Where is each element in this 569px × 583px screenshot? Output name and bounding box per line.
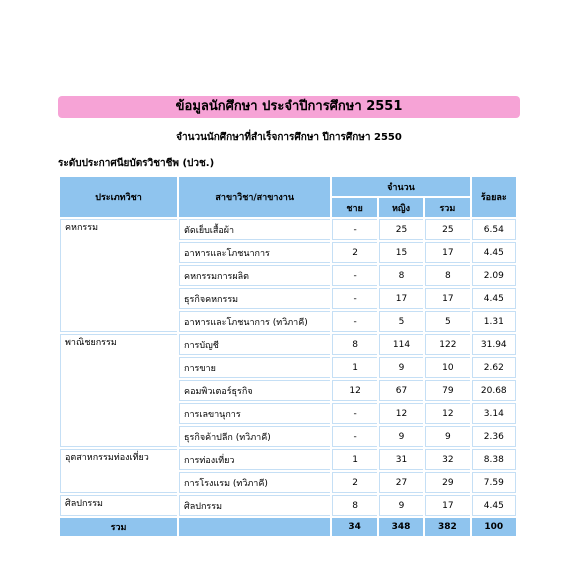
header-count: จำนวน <box>332 177 469 196</box>
total-count-cell: 12 <box>425 403 469 424</box>
male-count-cell: - <box>332 311 376 332</box>
male-count-cell: 1 <box>332 357 376 378</box>
male-count-cell: 2 <box>332 242 376 263</box>
total-count-cell: 32 <box>425 449 469 470</box>
female-count-cell: 9 <box>379 357 423 378</box>
header-major: สาขาวิชา/สาขางาน <box>179 177 330 217</box>
percent-cell: 2.09 <box>472 265 516 286</box>
major-cell: ตัดเย็บเสื้อผ้า <box>179 219 330 240</box>
major-cell: อาหารและโภชนาการ (ทวิภาคี) <box>179 311 330 332</box>
program-type-cell: อุตสาหกรรมท่องเที่ยว <box>60 449 177 493</box>
female-count-cell: 5 <box>379 311 423 332</box>
major-cell: ธุรกิจคหกรรม <box>179 288 330 309</box>
male-count-cell: 8 <box>332 495 376 516</box>
header-total: รวม <box>425 198 469 217</box>
page-title-banner <box>58 96 520 118</box>
program-type-cell: ศิลปกรรม <box>60 495 177 516</box>
program-type-cell: พาณิชยกรรม <box>60 334 177 447</box>
female-count-cell: 9 <box>379 495 423 516</box>
female-count-cell: 114 <box>379 334 423 355</box>
female-count-cell: 9 <box>379 426 423 447</box>
total-count-cell: 17 <box>425 288 469 309</box>
percent-cell: 8.38 <box>472 449 516 470</box>
total-female: 348 <box>379 518 423 536</box>
major-cell: คหกรรมการผลิต <box>179 265 330 286</box>
male-count-cell: - <box>332 426 376 447</box>
total-count-cell: 17 <box>425 242 469 263</box>
percent-cell: 4.45 <box>472 495 516 516</box>
total-sum: 382 <box>425 518 469 536</box>
female-count-cell: 12 <box>379 403 423 424</box>
major-cell: คอมพิวเตอร์ธุรกิจ <box>179 380 330 401</box>
section-title: ระดับประกาศนียบัตรวิชาชีพ (ปวช.) <box>58 158 215 169</box>
major-cell: ศิลปกรรม <box>179 495 330 516</box>
percent-cell: 4.45 <box>472 242 516 263</box>
total-count-cell: 122 <box>425 334 469 355</box>
female-count-cell: 31 <box>379 449 423 470</box>
total-count-cell: 79 <box>425 380 469 401</box>
graduates-table <box>58 175 518 538</box>
table-row <box>60 449 516 470</box>
total-count-cell: 10 <box>425 357 469 378</box>
male-count-cell: - <box>332 403 376 424</box>
major-cell: การโรงแรม (ทวิภาคี) <box>179 472 330 493</box>
female-count-cell: 17 <box>379 288 423 309</box>
percent-cell: 7.59 <box>472 472 516 493</box>
male-count-cell: - <box>332 219 376 240</box>
percent-cell: 4.45 <box>472 288 516 309</box>
total-male: 34 <box>332 518 376 536</box>
female-count-cell: 25 <box>379 219 423 240</box>
male-count-cell: 8 <box>332 334 376 355</box>
table-body <box>60 219 516 516</box>
table-row <box>60 219 516 240</box>
total-count-cell: 5 <box>425 311 469 332</box>
male-count-cell: 1 <box>332 449 376 470</box>
total-count-cell: 25 <box>425 219 469 240</box>
total-count-cell: 8 <box>425 265 469 286</box>
header-type: ประเภทวิชา <box>60 177 177 217</box>
total-count-cell: 17 <box>425 495 469 516</box>
table-row <box>60 495 516 516</box>
male-count-cell: - <box>332 288 376 309</box>
total-spacer <box>179 518 330 536</box>
header-female: หญิง <box>379 198 423 217</box>
female-count-cell: 15 <box>379 242 423 263</box>
total-percent: 100 <box>472 518 516 536</box>
male-count-cell: - <box>332 265 376 286</box>
total-row <box>60 518 516 536</box>
percent-cell: 2.36 <box>472 426 516 447</box>
major-cell: ธุรกิจค้าปลีก (ทวิภาคี) <box>179 426 330 447</box>
total-count-cell: 29 <box>425 472 469 493</box>
major-cell: การขาย <box>179 357 330 378</box>
percent-cell: 6.54 <box>472 219 516 240</box>
major-cell: การเลขานุการ <box>179 403 330 424</box>
percent-cell: 31.94 <box>472 334 516 355</box>
table-row <box>60 334 516 355</box>
page-title: ข้อมูลนักศึกษา ประจำปีการศึกษา 2551 <box>175 99 403 114</box>
total-label: รวม <box>60 518 177 536</box>
percent-cell: 3.14 <box>472 403 516 424</box>
program-type-cell: คหกรรม <box>60 219 177 332</box>
major-cell: อาหารและโภชนาการ <box>179 242 330 263</box>
percent-cell: 20.68 <box>472 380 516 401</box>
header-percent: ร้อยละ <box>472 177 516 217</box>
header-male: ชาย <box>332 198 376 217</box>
percent-cell: 2.62 <box>472 357 516 378</box>
major-cell: การท่องเที่ยว <box>179 449 330 470</box>
female-count-cell: 67 <box>379 380 423 401</box>
major-cell: การบัญชี <box>179 334 330 355</box>
male-count-cell: 2 <box>332 472 376 493</box>
female-count-cell: 27 <box>379 472 423 493</box>
percent-cell: 1.31 <box>472 311 516 332</box>
table-subtitle: จำนวนนักศึกษาที่สำเร็จการศึกษา ปีการศึกษา 2550 <box>176 132 402 143</box>
female-count-cell: 8 <box>379 265 423 286</box>
total-count-cell: 9 <box>425 426 469 447</box>
male-count-cell: 12 <box>332 380 376 401</box>
